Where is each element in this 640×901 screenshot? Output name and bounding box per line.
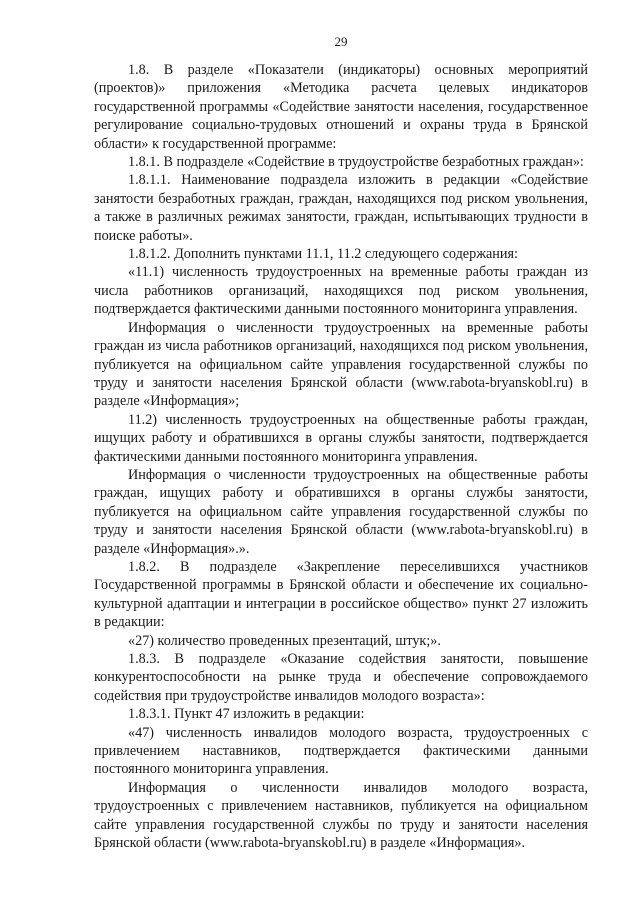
paragraph-1-8-3-1: 1.8.3.1. Пункт 47 изложить в редакции:: [128, 706, 365, 723]
paragraph-info-11-2: Информация о численности трудоустроенных на общественные работы граждан, ищущих работу и обратившихся в органы службы занятости, публикуется на официальном сайте управления государственной службы по труду и занятости населения Брянской области (www.rabota-bryanskobl.ru) в разделе «Информация».».: [94, 466, 588, 557]
paragraph-info-11-1: Информация о численности трудоустроенных на временные работы граждан из числа работников организаций, находящихся под риском увольнения, публикуется на официальном сайте управления государственной службы по труду и занятости населения Брянской области (www.rabota-bryanskobl.ru) в разделе «Информация»;: [94, 319, 588, 410]
paragraph-1-8-1-1: 1.8.1.1. Наименование подраздела изложить в редакции «Содействие занятости безработных граждан, граждан, находящихся под риском увольнения, а также в различных режимах занятости, граждан, испытывающих трудности в поиске работы».: [94, 172, 588, 244]
paragraph-item-11-2: 11.2) численность трудоустроенных на общественные работы граждан, ищущих работу и обратившихся в органы службы занятости, подтверждается фактическими данными постоянного мониторинга управления.: [94, 411, 588, 465]
paragraph-1-8: 1.8. В разделе «Показатели (индикаторы) основных мероприятий (проектов)» приложения «Методика расчета целевых индикаторов государственной программы «Содействие занятости населения, государственное регулирование социально-трудовых отношений и охраны труда в Брянской области» к государственной программе:: [94, 62, 588, 152]
paragraph-info-47: Информация о численности инвалидов молодого возраста, трудоустроенных с привлечением наставников, публикуется на официальном сайте управления государственной службы по труду и занятости населения Брянской области (www.rabota-bryanskobl.ru) в разделе «Информация».: [94, 779, 588, 852]
paragraph-item-27: «27) количество проведенных презентаций, штук;».: [128, 632, 441, 649]
paragraph-item-47: «47) численность инвалидов молодого возраста, трудоустроенных с привлечением наставников, подтверждается фактическими данными постоянного мониторинга управления.: [94, 724, 588, 778]
paragraph-1-8-1-2: 1.8.1.2. Дополнить пунктами 11.1, 11.2 следующего содержания:: [128, 246, 518, 263]
paragraph-1-8-2: 1.8.2. В подразделе «Закрепление переселившихся участников Государственной программы в Брянской области и обеспечение их социально-культурной адаптации и интеграции в российское общество» пункт 27 изложить в редакции:: [94, 558, 588, 631]
page-number: 29: [334, 34, 348, 49]
paragraph-1-8-3: 1.8.3. В подразделе «Оказание содействия занятости, повышение конкурентоспособности на рынке труда и обеспечение сопровождаемого содействия при трудоустройстве инвалидов молодого возраста»:: [94, 651, 588, 704]
paragraph-item-11-1: «11.1) численность трудоустроенных на временные работы граждан из числа работников организаций, находящихся под риском увольнения, подтверждается фактическими данными постоянного мониторинга управления.: [94, 264, 588, 318]
paragraph-1-8-1: 1.8.1. В подразделе «Содействие в трудоустройстве безработных граждан»:: [128, 154, 584, 171]
